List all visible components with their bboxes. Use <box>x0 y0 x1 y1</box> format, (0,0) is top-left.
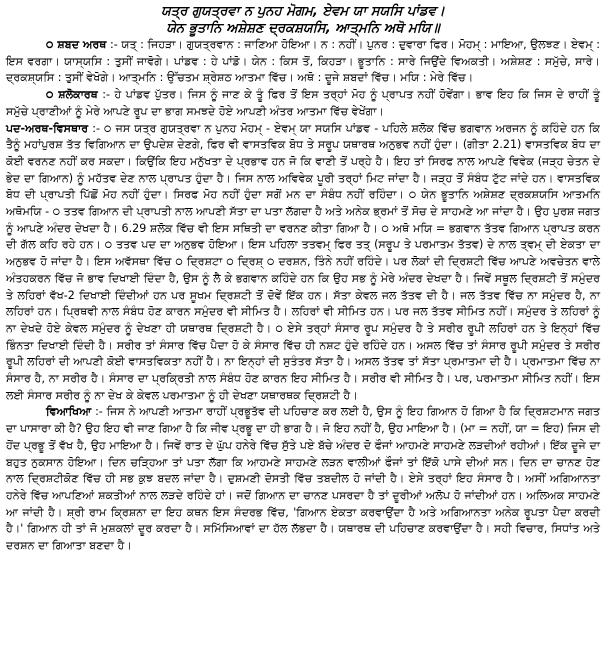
pad-arth-text: :- ੦ ਜਸ ਯਤ੍ਰ ਗੁਯਤ੍ਰਵਾ ਨ ਪੁਨਹ ਮੋਹਮ੍ - ਏਵਮ੍ ਯਾ ਸਯਸਿ ਪਾਂਡਵ - ਪਹਿਲੇ ਸ਼ਲੋਕ ਵਿੱਚ ਭਗਵਾਨ ਅਰਜਨ ਨੂੰ ਕਹਿੰਦੇ ਹਨ ਕਿ ਤੈਨੂੰ ਮਹਾਂਪੁਰਸ਼ ਤੱਤ ਵਿਗਿਆਨ ਦਾ ਉਪਦੇਸ਼ ਦੇਣਗੇ, ਫਿਰ ਵੀ ਵਾਸਤਵਿਕ ਬੋਧ ਤੇ ਸਰੂਪ ਯਥਾਰਥ ਅਨੁਭਵ ਨਹੀਂ ਹੁੰਦਾ। (ਗੀਤਾ 2.21) ਵਾਸਤਵਿਕ ਬੋਧ ਦਾ ਕੋਈ ਵਰਨਣ ਨਹੀਂ ਕਰ ਸਕਦਾ। ਕਿਉਂਕਿ ਇਹ ਮਨੁੱਖਤਾ ਦੇ ਪ੍ਰਭਾਵ ਹਨ ਜੋ ਕਿ ਵਾਣੀ ਤੋਂ ਪਰ੍ਹੇ ਹੈ। ਇਹ ਤਾਂ ਸਿਰਫ ਨਾਲ ਆਪਣੇ ਵਿਵੇਕ (ਜੜ੍ਹ ਚੇਤਨ ਦੇ ਭੇਦ ਦਾ ਗਿਆਨ) ਨੂੰ ਮਹੱਤਵ ਦੇਣ ਨਾਲ ਪ੍ਰਾਪਤ ਹੁੰਦਾ ਹੈ। ਜਿਸ ਨਾਲ ਅਵਿਵੇਕ ਪੂਰੀ ਤਰ੍ਹਾਂ ਮਿਟ ਜਾਂਦਾ ਹੈ। ਜੜ੍ਹ ਤੋਂ ਸੰਬੰਧ ਟੁੱਟ ਜਾਂਦੇ ਹਨ। ਵਾਸਤਵਿਕ ਬੋਧ ਦੀ ਪ੍ਰਾਪਤੀ ਪਿੱਛੋਂ ਮੋਹ ਨਹੀਂ ਹੁੰਦਾ। ਸਿਰਫ ਮੋਹ ਨਹੀਂ ਹੁੰਦਾ ਸਗੋਂ ਮਨ ਦਾ ਸੰਬੰਧ ਨਹੀਂ ਰਹਿੰਦਾ। ੦ ਯੇਨ ਭੂਤਾਨਿ ਅਸ਼ੇਸ਼ਣ ਦ੍ਰਕਸ਼ਯਸਿ ਆਤਮਨਿ ਅਥੋਮਯਿ - ੦ ਤਤਵ ਗਿਆਨ ਦੀ ਪ੍ਰਾਪਤੀ ਨਾਲ ਆਪਣੀ ਸੱਤਾ ਦਾ ਪਤਾ ਲੱਗਦਾ ਹੈ ਅਤੇ ਅਨੇਕ ਭ੍ਰਮਾਂ ਤੋਂ ਸੋਚ ਦੇ ਸਾਹਮਣੇ ਆ ਜਾਂਦਾ ਹੈ। ਉਹ ਪੁਰਸ਼ ਜਗਤ ਨੂੰ ਆਪਣੇ ਅੰਦਰ ਦੇਖਦਾ ਹੈ। 6.29 ਸ਼ਲੋਕ ਵਿੱਚ ਵੀ ਇਸ ਸਥਿਤੀ ਦਾ ਵਰਨਣ ਕੀਤਾ ਗਿਆ ਹੈ। ੦ ਅਥੋ ਮਯਿ = ਭਗਵਾਨ ਤੱਤਵ ਗਿਆਨ ਪ੍ਰਾਪਤ ਕਰਨ ਦੀ ਗੱਲ ਕਹਿ ਰਹੇ ਹਨ। ੦ ਤਤਵ ਪਦ ਦਾ ਅਨੁਭਵ ਹੋਇਆ। ਇਸ ਪਹਿਲਾ ਤਤਵਮ੍ ਫਿਰ ਤਤ੍ (ਸਰੂਪ ਤੇ ਪਰਮਾਤਮ ਤੱਤਵ) ਦੇ ਨਾਲ ਤ੍ਵਮ੍ ਦੀ ਏਕਤਾ ਦਾ ਅਨੁਭਵ ਹੋ ਜਾਂਦਾ ਹੈ। ਇਸ ਅਵੱਸਥਾ ਵਿੱਚ ੦ ਦ੍ਰਿਸ਼ਟਾ ੦ ਦ੍ਰਿਸ਼੍ ੦ ਦਰਸ਼ਨ, ਤਿੰਨੇ ਨਹੀਂ ਰਹਿੰਦੇ। ਪਰ ਲੋਕਾਂ ਦੀ ਦ੍ਰਿਸ਼ਟੀ ਵਿੱਚ ਆਪਣੇ ਅਵਚੇਤਨ ਵਾਲੇ ਅੰਤਹਕਰਨ ਵਿੱਚ ਜੋ ਭਾਵ ਦਿਖਾਈ ਦਿੰਦਾ ਹੈ, ਉਸ ਨੂੰ ਲੈ ਕੇ ਭਗਵਾਨ ਕਹਿੰਦੇ ਹਨ ਕਿ ਉਹ ਸਭ ਨੂੰ ਮੇਰੇ ਅੰਦਰ ਦੇਖਦਾ ਹੈ। ਜਿਵੇਂ ਸਥੂਲ ਦ੍ਰਿਸ਼ਟੀ ਤੋਂ ਸਮੁੰਦਰ ਤੇ ਲਹਿਰਾਂ ਵੱਖ-2 ਦਿਖਾਈ ਦਿੰਦੀਆਂ ਹਨ ਪਰ ਸੂਖਮ ਦ੍ਰਿਸ਼ਟੀ ਤੋਂ ਦੋਵੇਂ ਇੱਕ ਹਨ। ਸੱਤਾ ਕੇਵਲ ਜਲ ਤੱਤਵ ਦੀ ਹੈ। ਜਲ ਤੱਤਵ ਵਿੱਚ ਨਾ ਸਮੁੰਦਰ ਹੈ, ਨਾ ਲਹਿਰਾਂ ਹਨ। ਪ੍ਰਿਥਵੀ ਨਾਲ ਸੰਬੰਧ ਹੋਣ ਕਾਰਨ ਸਮੁੰਦਰ ਵੀ ਸੀਮਿਤ ਹੈ। ਲਹਿਰਾਂ ਵੀ ਸੀਮਿਤ ਹਨ। ਪਰ ਜਲ ਤੱਤਵ ਸੀਮਿਤ ਨਹੀਂ। ਸਮੁੰਦਰ ਤੇ ਲਹਿਰਾਂ ਨੂੰ ਨਾ ਦੇਖਦੇ ਹੋਏ ਕੇਵਲ ਸਮੁੰਦਰ ਨੂੰ ਦੇਖਣਾ ਹੀ ਯਥਾਰਥ ਦ੍ਰਿਸ਼ਟੀ ਹੈ। ੦ ਏਸੇ ਤਰ੍ਹਾਂ ਸੰਸਾਰ ਰੂਪ ਸਮੁੰਦਰ ਹੈ ਤੇ ਸਰੀਰ ਰੂਪੀ ਲਹਿਰਾਂ ਹਨ ਤੇ ਇਨ੍ਹਾਂ ਵਿੱਚ ਭਿੰਨਤਾ ਦਿਖਾਈ ਦਿੰਦੀ ਹੈ। ਸਰੀਰ ਤਾਂ ਸੰਸਾਰ ਵਿੱਚ ਪੈਦਾ ਹੋ ਕੇ ਸੰਸਾਰ ਵਿੱਚ ਹੀ ਨਸ਼ਟ ਹੁੰਦੇ ਰਹਿੰਦੇ ਹਨ। ਅਸਲ ਵਿੱਚ ਤਾਂ ਸੰਸਾਰ ਰੂਪੀ ਸਮੁੰਦਰ ਤੇ ਸਰੀਰ ਰੂਪੀ ਲਹਿਰਾਂ ਦੀ ਆਪਣੀ ਕੋਈ ਵਾਸਤਵਿਕਤਾ ਨਹੀਂ ਹੈ। ਨਾ ਇਨ੍ਹਾਂ ਦੀ ਸੁਤੰਤਰ ਸੱਤਾ ਹੈ। ਅਸਲ ਤੱਤਵ ਤਾਂ ਸੱਤਾ ਪ੍ਰਮਾਤਮਾ ਦੀ ਹੈ। ਪ੍ਰਮਾਤਮਾ ਵਿੱਚ ਨਾ ਸੰਸਾਰ ਹੈ, ਨਾ ਸਰੀਰ ਹੈ। ਸੰਸਾਰ ਦਾ ਪ੍ਰਕ੍ਰਿਤੀ ਨਾਲ ਸੰਬੰਧ ਹੋਣ ਕਾਰਨ ਇਹ ਸੀਮਿਤ ਹੈ। ਸਰੀਰ ਵੀ ਸੀਮਿਤ ਹੈ। ਪਰ, ਪਰਮਾਤਮਾ ਸੀਮਿਤ ਨਹੀਂ। ਇਸ ਲਈ ਸੰਸਾਰ ਸਰੀਰ ਨੂੰ ਨਾ ਦੇਖ ਕੇ ਕੇਵਲ ਪਰਮਾਤਮਾ ਨੂੰ ਹੀ ਦੇਖਣਾ ਯਥਾਰਥਕ ਦ੍ਰਿਸ਼ਟੀ ਹੈ। <box>6 121 601 402</box>
verse <box>6 3 600 37</box>
viakhia-heading: ਵਿਆਖਿਆ <box>46 405 92 419</box>
viakhia-section <box>6 404 600 554</box>
verse-line-2: ਯੇਨ ਭੂਤਾਨਿ ਅਸ਼ੇਸ਼ਣ ਦ੍ਰਕਸ਼ਯਸਿ, ਆਤ੍ਮਨਿ ਅਥੋ ਮਯਿ॥ <box>166 21 440 36</box>
shlokarth-heading: ੦ ਸ਼ਲੋਕਾਰਥ <box>46 88 98 102</box>
shabad-arth-section <box>6 37 600 87</box>
shabad-arth-text: :- ਯਤ੍ : ਜਿਹੜਾ। ਗੁਯਤ੍ਰਵਾਨ : ਜਾਣਿਆ ਹੋਇਆ। ਨ : ਨਹੀਂ। ਪੁਨਰ : ਦੁਵਾਰਾ ਫਿਰ। ਮੋਹਮ੍ : ਮਾਇਆ, ਉਲਝਣ। ਏਵਮ੍ : ਇਸ ਵਰਗਾ। ਯਾਸ੍ਯਸਿ : ਤੁਸੀਂ ਜਾਵੋਗੇ। ਪਾਂਡਵ : ਹੇ ਪਾਂਡੋ। ਯੇਨ : ਕਿਸ ਤੋਂ, ਕਿਹੜਾ। ਭੂਤਾਨਿ : ਸਾਰੇ ਜਿਉਂਦੇ ਵਿਅਕਤੀ। ਅਸ਼ੇਸ਼ਣ : ਸਮੁੱਚੇ, ਸਾਰੇ। ਦ੍ਰਕਸ਼੍ਯਸਿ : ਤੁਸੀਂ ਵੇਖੋਗੇ। ਆਤ੍ਮਨਿ : ਉੱਚਤਮ ਸ਼੍ਰੇਸ਼ਠ ਆਤਮਾ ਵਿੱਚ। ਅਥੋ : ਦੂਜੇ ਸ਼ਬਦਾਂ ਵਿੱਚ। ਮਯਿ : ਮੇਰੇ ਵਿੱਚ। <box>6 38 600 85</box>
verse-line-1: ਯਤ੍ਰ ਗੁਯਤ੍ਰਵਾ ਨ ਪੁਨਹ ਮੋਗਮ, ਏਵਮ ਯਾ ਸਯਸਿ ਪਾਂਡਵ। <box>161 4 445 19</box>
shlokarth-text: :- ਹੇ ਪਾਂਡਵ ਪੁੱਤਰ। ਜਿਸ ਨੂੰ ਜਾਣ ਕੇ ਤੂੰ ਫਿਰ ਤੋਂ ਇਸ ਤਰ੍ਹਾਂ ਮੋਹ ਨੂੰ ਪ੍ਰਾਪਤ ਨਹੀਂ ਹੋਵੇਂਗਾ। ਭਾਵ ਇਹ ਕਿ ਜਿਸ ਦੇ ਰਾਹੀਂ ਤੂੰ ਸਮੁੱਚੇ ਪ੍ਰਾਣੀਆਂ ਨੂੰ ਮੇਰੇ ਆਪਣੇ ਰੂਪ ਦਾ ਭਾਗ ਸਮਝਦੇ ਹੋਏ ਆਪਣੀ ਅੰਤਰ ਆਤਮਾ ਵਿੱਚ ਵੇਖੇਂਗਾ। <box>6 88 601 118</box>
viakhia-text: :- ਜਿਸ ਨੇ ਆਪਣੀ ਆਤਮਾ ਰਾਹੀਂ ਪ੍ਰਭੂਤੱਵ ਦੀ ਪਹਿਚਾਣ ਕਰ ਲਈ ਹੈ, ਉਸ ਨੂੰ ਇਹ ਗਿਆਨ ਹੋ ਗਿਆ ਹੈ ਕਿ ਦ੍ਰਿਸ਼ਟਮਾਨ ਜਗਤ ਦਾ ਪਾਸਾਰਾ ਕੀ ਹੈ? ਉਹ ਇਹ ਵੀ ਜਾਣ ਗਿਆ ਹੈ ਕਿ ਜੀਵ ਪ੍ਰਭੂ ਦਾ ਹੀ ਭਾਗ ਹੈ। ਜੋ ਇਹ ਨਹੀਂ ਹੈ, ਉਹ ਮਾਇਆ ਹੈ। (ਮਾ = ਨਹੀਂ, ਯਾ = ਇਹ) ਜਿਸ ਦੀ ਹੋਂਦ ਪ੍ਰਭੂ ਤੋਂ ਵੱਖ ਹੈ, ਉਹ ਮਾਇਆ ਹੈ। ਜਿਵੇਂ ਰਾਤ ਦੇ ਘੁੱਪ ਹਨੇਰੇ ਵਿੱਚ ਸੁੱਤੇ ਪਏ ਬੱਚੇ ਅੰਦਰ ਦੋ ਫੌਜਾਂ ਆਹਮਣੇ ਸਾਹਮਣੇ ਲੜਦੀਆਂ ਰਹੀਆਂ। ਇੱਕ ਦੂਜੇ ਦਾ ਬਹੁਤ ਨੁਕਸਾਨ ਹੋਇਆ। ਦਿਨ ਚੜ੍ਹਿਆ ਤਾਂ ਪਤਾ ਲੱਗਾ ਕਿ ਆਹਮਣੇ ਸਾਹਮਣੇ ਲੜਨ ਵਾਲੀਆਂ ਫੌਜਾਂ ਤਾਂ ਇੱਕੋ ਪਾਸੇ ਦੀਆਂ ਸਨ। ਦਿਨ ਦਾ ਚਾਨਣ ਹੋਣ ਨਾਲ ਦ੍ਰਿਸ਼ਟੀਕੋਣ ਵਿੱਚ ਹੀ ਸਭ ਕੁਝ ਬਦਲ ਜਾਂਦਾ ਹੈ। ਦੁਸ਼ਮਣੀ ਦੋਸਤੀ ਵਿੱਚ ਤਬਦੀਲ ਹੋ ਜਾਂਦੀ ਹੈ। ਏਸੇ ਤਰ੍ਹਾਂ ਇਹ ਸੰਸਾਰ ਹੈ। ਅਸੀਂ ਅਗਿਆਨਤਾ ਹਨੇਰੇ ਵਿੱਚ ਆਪਣਿਆਂ ਸ਼ਕਤੀਆਂ ਨਾਲ ਲੜਦੇ ਰਹਿੰਦੇ ਹਾਂ। ਜਦੋਂ ਗਿਆਨ ਦਾ ਚਾਨਣ ਪਸਰਦਾ ਹੈ ਤਾਂ ਦੂਰੀਆਂ ਅਲੋਪ ਹੋ ਜਾਂਦੀਆਂ ਹਨ। ਅਲਿਅਕ ਸਾਹਮਣੇ ਆ ਜਾਂਦੀ ਹੈ। ਸ਼੍ਰੀ ਰਾਮ ਕ੍ਰਿਸ਼ਨਾ ਦਾ ਇਹ ਕਥਨ ਇਸ ਸੰਦਰਭ ਵਿੱਚ, 'ਗਿਆਨ ਏਕਤਾ ਕਰਵਾਉਂਦਾ ਹੈ ਅਤੇ ਅਗਿਆਨਤਾ ਅਨੇਕ ਰੂਪਤਾ ਪੈਦਾ ਕਰਦੀ ਹੈ।' ਗਿਆਨ ਹੀ ਤਾਂ ਜੋ ਮੁਸ਼ਕਲਾਂ ਦੂਰ ਕਰਦਾ ਹੈ। ਸਮਿੱਸਿਆਵਾਂ ਦਾ ਹੱਲ ਲੱਭਦਾ ਹੈ। ਯਥਾਰਥ ਦੀ ਪਹਿਚਾਣ ਕਰਵਾਉਂਦਾ ਹੈ। ਸਹੀ ਵਿਚਾਰ, ਸਿਧਾਂਤ ਅਤੇ ਦਰਸ਼ਨ ਦਾ ਗਿਆਤਾ ਬਣਦਾ ਹੈ। <box>6 405 600 553</box>
shlokarth-section <box>6 87 600 120</box>
pad-arth-section <box>6 121 600 405</box>
shabad-arth-heading: ੦ ਸ਼ਬਦ ਅਰਥ <box>46 38 107 51</box>
pad-arth-heading: ਪਦ-ਅਰਥ-ਵਿਸਥਾਰ <box>6 121 89 135</box>
